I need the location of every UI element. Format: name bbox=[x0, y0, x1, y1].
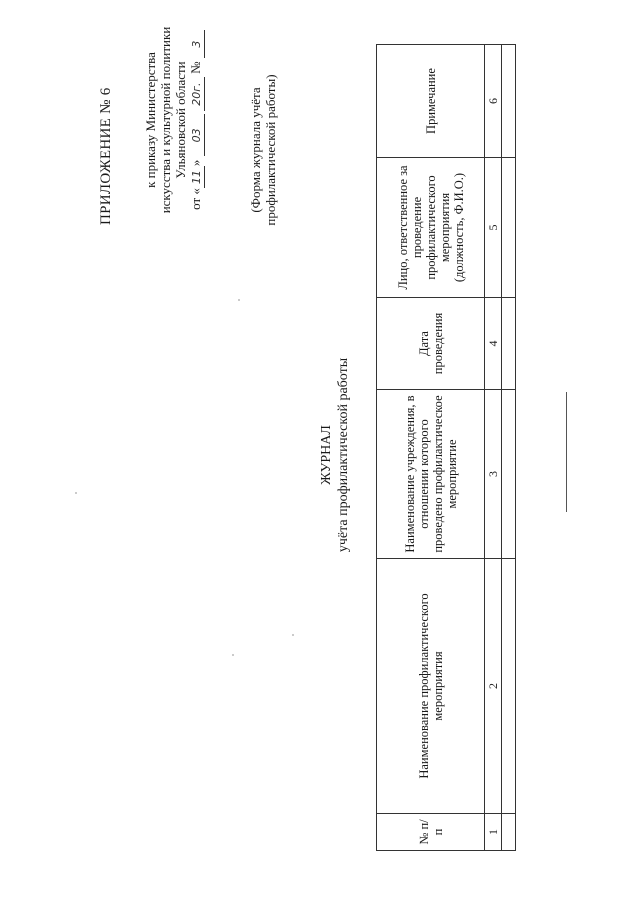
order-line-2: искусства и культурной политики bbox=[158, 26, 173, 214]
col-number-2: 2 bbox=[485, 559, 501, 814]
table-cell[interactable] bbox=[501, 390, 515, 559]
col-number-5: 5 bbox=[485, 158, 501, 298]
header-responsible: Лицо, ответственное за проведение профилактического мероприятия (должность, Ф.И.О.) bbox=[377, 158, 485, 298]
scan-speck bbox=[232, 654, 234, 656]
form-note bbox=[248, 35, 278, 265]
order-number-label: № bbox=[188, 61, 203, 74]
scan-speck bbox=[292, 634, 294, 636]
scan-speck bbox=[238, 299, 240, 301]
scan-speck bbox=[75, 492, 77, 494]
order-date-mid: » bbox=[188, 159, 203, 167]
form-note-line-1: (Форма журнала учёта bbox=[248, 87, 263, 213]
order-year: 20г. bbox=[189, 77, 205, 111]
order-date-prefix: от « bbox=[188, 188, 203, 210]
journal-heading bbox=[318, 275, 352, 635]
table-row bbox=[501, 45, 515, 851]
header-note: Примечание bbox=[377, 45, 485, 158]
order-number: 3 bbox=[189, 30, 205, 58]
order-day: 11 bbox=[189, 166, 205, 188]
header-institution: Наименование учреждения, в отношении которого проведено профилактическое мероприятие bbox=[377, 390, 485, 559]
journal-table bbox=[376, 44, 516, 851]
journal-subtitle: учёта профилактической работы bbox=[336, 357, 351, 553]
table-header-row bbox=[377, 45, 485, 851]
table-cell[interactable] bbox=[501, 45, 515, 158]
table-cell[interactable] bbox=[501, 298, 515, 390]
table-cell[interactable] bbox=[501, 158, 515, 298]
table-cell[interactable] bbox=[501, 559, 515, 814]
order-date-line bbox=[188, 0, 205, 240]
journal-title: ЖУРНАЛ bbox=[319, 425, 334, 485]
page-divider-line bbox=[566, 392, 567, 512]
header-event-name: Наименование профилактического мероприятия bbox=[377, 559, 485, 814]
appendix-title: ПРИЛОЖЕНИЕ № 6 bbox=[98, 87, 114, 225]
col-number-3: 3 bbox=[485, 390, 501, 559]
order-line-3: Ульяновской области bbox=[173, 61, 188, 179]
order-month: 03 bbox=[189, 114, 205, 156]
header-date: Дата проведения bbox=[377, 298, 485, 390]
header-number: № п/п bbox=[377, 814, 485, 851]
table-number-row bbox=[485, 45, 501, 851]
table-cell[interactable] bbox=[501, 814, 515, 851]
col-number-4: 4 bbox=[485, 298, 501, 390]
col-number-1: 1 bbox=[485, 814, 501, 851]
col-number-6: 6 bbox=[485, 45, 501, 158]
order-reference bbox=[143, 0, 205, 240]
form-note-line-2: профилактической работы) bbox=[263, 74, 278, 226]
order-line-1: к приказу Министерства bbox=[143, 52, 158, 188]
